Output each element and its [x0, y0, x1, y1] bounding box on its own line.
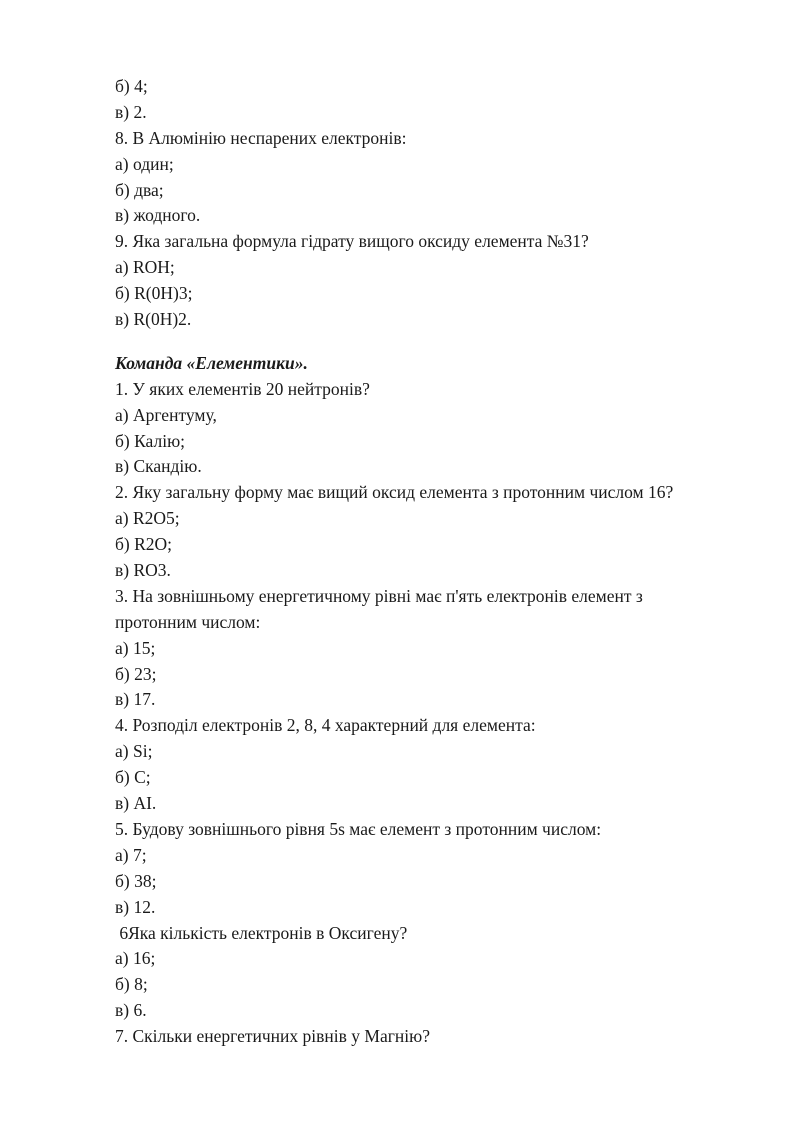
question-text: 8. В Алюмінію неспарених електронів: — [115, 127, 407, 148]
question-8 — [115, 126, 755, 230]
option: б) 23; — [115, 663, 157, 684]
option: в) 17. — [115, 689, 156, 710]
prev-option-c: в) 2. — [115, 101, 147, 122]
option: б) 38; — [115, 870, 157, 891]
option: б) C; — [115, 767, 151, 788]
option: в) жодного. — [115, 205, 201, 226]
option: а) R2O5; — [115, 508, 180, 529]
team-question-7 — [115, 1024, 755, 1050]
prev-option-b: б) 4; — [115, 76, 148, 96]
option: б) Калію; — [115, 430, 185, 451]
option: а) ROH; — [115, 257, 175, 278]
option: а) 15; — [115, 637, 156, 658]
team-question-6 — [115, 921, 755, 1025]
option: в) RO3. — [115, 560, 171, 581]
option: б) 8; — [115, 974, 148, 995]
question-text: 7. Скільки енергетичних рівнів у Магнію? — [115, 1026, 430, 1047]
option: б) R2O; — [115, 534, 173, 555]
team-question-3 — [115, 584, 755, 713]
team-question-5 — [115, 817, 755, 921]
option: б) два; — [115, 179, 164, 200]
team-heading: Команда «Елементики». — [115, 352, 308, 373]
option: в) AI. — [115, 793, 157, 814]
question-9 — [115, 229, 755, 333]
question-text: 1. У яких елементів 20 нейтронів? — [115, 378, 370, 399]
option: а) 7; — [115, 844, 147, 865]
option: а) один; — [115, 153, 174, 174]
option: а) 16; — [115, 948, 156, 969]
option: в) 12. — [115, 896, 156, 917]
question-text: 3. На зовнішньому енергетичному рівні має п'ять електронів елемент з — [115, 585, 643, 606]
option: в) R(0H)2. — [115, 309, 192, 330]
option: в) 6. — [115, 1000, 147, 1021]
team-question-4 — [115, 713, 755, 817]
team-question-1 — [115, 377, 755, 481]
question-text: 2. Яку загальну форму має вищий оксид елемента з протонним числом 16? — [115, 482, 674, 503]
question-text: 4. Розподіл електронів 2, 8, 4 характерний для елемента: — [115, 715, 536, 736]
question-text: 6Яка кількість електронів в Оксигену? — [115, 922, 408, 943]
option: в) Скандію. — [115, 456, 202, 477]
option: б) R(0H)3; — [115, 283, 193, 304]
document-page — [115, 74, 755, 1050]
question-text-continued: протонним числом: — [115, 611, 261, 632]
option: а) Si; — [115, 741, 153, 762]
question-text: 5. Будову зовнішнього рівня 5s має елемент з протонним числом: — [115, 818, 602, 839]
section-spacer — [115, 333, 755, 351]
team-question-2 — [115, 480, 755, 584]
option: а) Аргентуму, — [115, 404, 217, 425]
question-text: 9. Яка загальна формула гідрату вищого оксиду елемента №31? — [115, 231, 589, 252]
